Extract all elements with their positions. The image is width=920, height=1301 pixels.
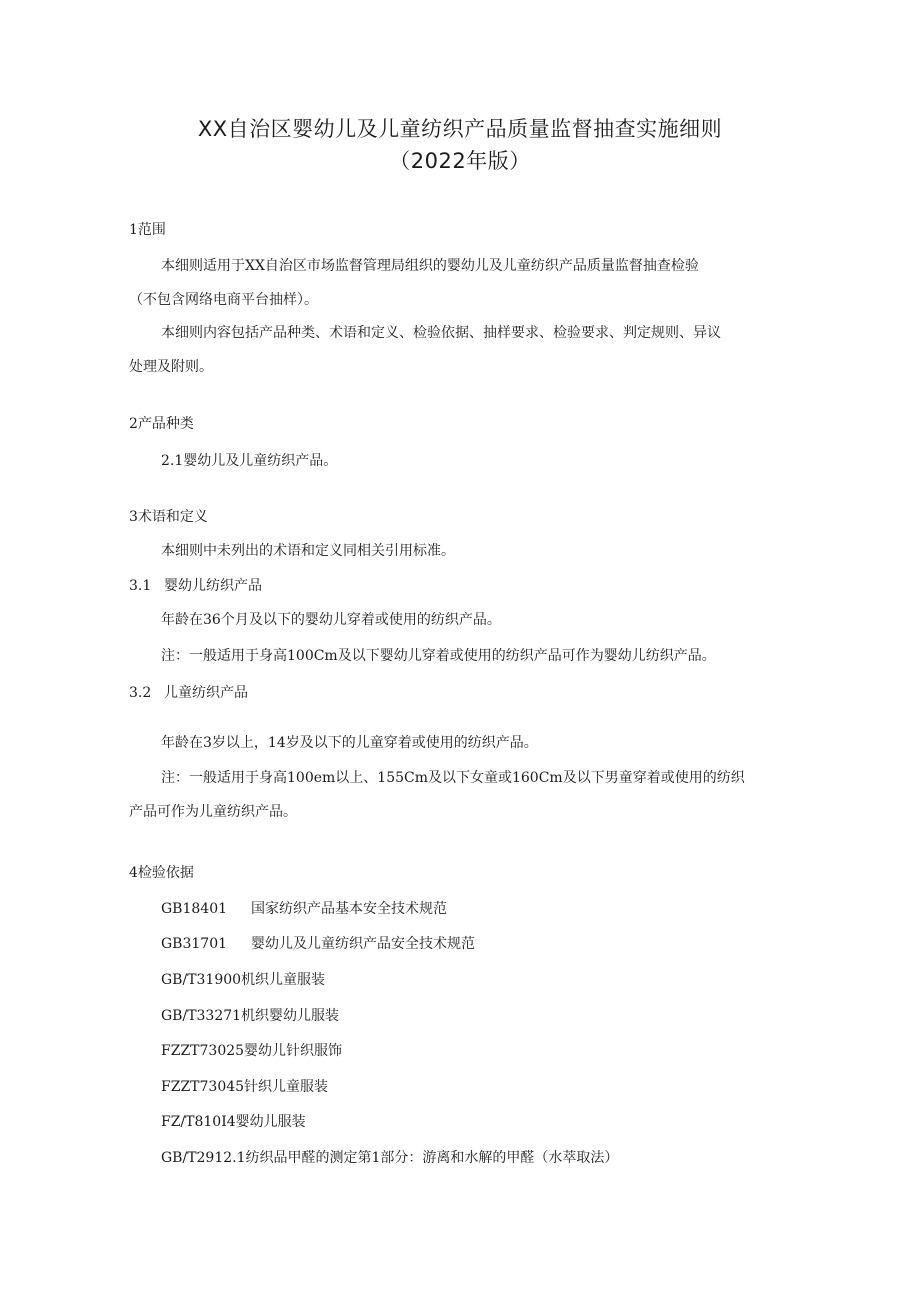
section-2-heading: 2产品种类	[129, 416, 194, 432]
section-1-paragraph-2-line-1: 本细则内容包括产品种类、术语和定义、检验依据、抽样要求、检验要求、判定规则、异议	[161, 325, 721, 341]
standard-entry: FZ/T810I4婴幼儿服装	[161, 1114, 306, 1130]
subsection-3-1-definition: 年龄在36个月及以下的婴幼儿穿着或使用的纺织产品。	[161, 612, 501, 628]
standard-name: 婴幼儿及儿童纺织产品安全技术规范	[251, 936, 475, 952]
standard-entry: FZZT73025婴幼儿针织服饰	[161, 1043, 343, 1059]
section-1-heading: 1范围	[129, 222, 166, 238]
standard-name: 国家纺织产品基本安全技术规范	[251, 901, 447, 917]
subsection-3-2-definition: 年龄在3岁以上，14岁及以下的儿童穿着或使用的纺织产品。	[161, 735, 538, 751]
document-title-edition: （2022年版）	[389, 149, 531, 173]
section-1-paragraph-1-line-2: （不包含网络电商平台抽样）。	[129, 292, 318, 308]
subsection-3-2-number: 3.2	[129, 685, 152, 701]
subsection-3-2-note-line-2: 产品可作为儿童纺织产品。	[129, 804, 297, 820]
section-1-paragraph-2-line-2: 处理及附则。	[129, 359, 213, 375]
standard-entry: FZZT73045针织儿童服装	[161, 1079, 329, 1095]
subsection-3-2-label: 儿童纺织产品	[164, 685, 248, 701]
standard-entry: GB/T2912.1纺织品甲醛的测定第1部分：游离和水解的甲醛（水萃取法）	[161, 1150, 619, 1166]
section-3-heading: 3术语和定义	[129, 509, 208, 525]
subsection-3-1-note: 注：一般适用于身高100Cm及以下婴幼儿穿着或使用的纺织产品可作为婴幼儿纺织产品。	[161, 648, 716, 664]
section-3-intro: 本细则中未列出的术语和定义同相关引用标准。	[161, 543, 455, 559]
section-1-paragraph-1-line-1: 本细则适用于XX自治区市场监督管理局组织的婴幼儿及儿童纺织产品质量监督抽查检验	[161, 258, 699, 274]
subsection-3-2-note-line-1: 注：一般适用于身高100em以上、155Cm及以下女童或160Cm及以下男童穿着或使用的纺织	[161, 770, 745, 786]
standard-entry: GB/T33271机织婴幼儿服装	[161, 1008, 340, 1024]
standard-entry: GB/T31900机织儿童服装	[161, 972, 326, 988]
standard-code: GB31701	[161, 936, 228, 952]
subsection-3-1-number: 3.1	[129, 578, 152, 594]
section-4-heading: 4检验依据	[129, 865, 194, 881]
subsection-3-1-label: 婴幼儿纺织产品	[164, 578, 262, 594]
standard-code: GB18401	[161, 901, 228, 917]
section-2-item: 2.1婴幼儿及儿童纺织产品。	[161, 453, 338, 469]
document-title: XX自治区婴幼儿及儿童纺织产品质量监督抽查实施细则	[197, 117, 723, 141]
